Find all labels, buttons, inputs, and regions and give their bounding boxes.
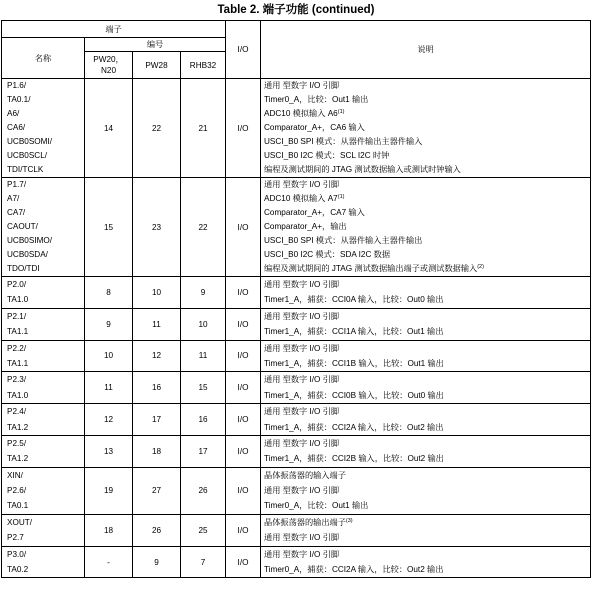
pin-name: XIN/ [7, 470, 23, 480]
pin-name: P2.7 [7, 533, 24, 543]
description-text: ADC10 模拟输入 A7 [264, 194, 338, 203]
io-type: I/O [226, 372, 261, 404]
pin-number-rhb32: 26 [181, 467, 226, 514]
description-text: 通用 型数字 I/O 引脚 [264, 407, 340, 417]
pin-name: TA0.1/ [7, 95, 31, 104]
pin-name: P2.1/ [7, 311, 27, 321]
table-row [2, 372, 591, 404]
description-line [264, 135, 590, 149]
description-line [264, 404, 590, 419]
description-text: USCI_B0 SPI 模式：从器件输出主器件输入 [264, 137, 423, 146]
description-line [264, 309, 590, 324]
pin-name: P2.5/ [7, 438, 27, 448]
description-text: 晶体振荡器的输出端子 [264, 517, 346, 527]
description-line [264, 468, 590, 483]
description-line [264, 248, 590, 262]
description-text: Timer0_A，比较：Out1 输出 [264, 501, 369, 511]
description-cell [261, 308, 591, 340]
pin-name: TA1.0 [7, 295, 29, 305]
pin-name: A7/ [7, 194, 20, 203]
pin-name: UCB0SOMI/ [7, 137, 53, 146]
description-line [264, 356, 590, 371]
description-text: 通用 型数字 I/O 引脚 [264, 311, 340, 321]
pin-number-rhb32: 17 [181, 435, 226, 467]
pin-number-pw20: 15 [85, 178, 133, 277]
pin-name-cell [2, 277, 85, 309]
pin-name: TDI/TCLK [7, 165, 44, 174]
pin-name: P1.7/ [7, 180, 27, 189]
pin-number-pw20: 12 [85, 404, 133, 436]
description-cell [261, 79, 591, 178]
table-row [2, 467, 591, 514]
pin-name: TA1.2 [7, 454, 29, 464]
description-line [264, 163, 590, 177]
description-text: 通用 型数字 I/O 引脚 [264, 438, 340, 448]
description-line [264, 530, 590, 545]
pin-number-pw20: 11 [85, 372, 133, 404]
pin-name: CA7/ [7, 208, 26, 217]
table-row [2, 340, 591, 372]
io-type: I/O [226, 178, 261, 277]
pin-name: TA1.1 [7, 327, 29, 337]
description-text: USCI_B0 I2C 模式：SCL I2C 时钟 [264, 151, 390, 160]
pin-number-pw28: 9 [133, 546, 181, 578]
table-row [2, 178, 591, 277]
description-line [264, 206, 590, 220]
pin-name: TA0.1 [7, 501, 29, 511]
pin-name: UCB0SDA/ [7, 250, 48, 259]
header-rhb32: RHB32 [181, 52, 226, 79]
description-text: 通用 型数字 I/O 引脚 [264, 533, 340, 543]
footnote-ref: (1) [337, 109, 345, 115]
description-line [264, 149, 590, 163]
pin-name-cell [2, 514, 85, 546]
table-row [2, 277, 591, 309]
pin-number-pw20: 9 [85, 308, 133, 340]
pin-number-pw20: 13 [85, 435, 133, 467]
io-type: I/O [226, 79, 261, 178]
description-text: USCI_B0 SPI 模式：从器件输入主器件输出 [264, 236, 423, 245]
pin-name: A6/ [7, 109, 20, 118]
description-line [264, 436, 590, 451]
pin-name: P1.6/ [7, 81, 27, 90]
table-row [2, 435, 591, 467]
io-type: I/O [226, 435, 261, 467]
header-pw20-n20 [85, 52, 133, 79]
description-text: 通用 型数字 I/O 引脚 [264, 549, 340, 559]
description-cell [261, 467, 591, 514]
pin-number-pw28: 23 [133, 178, 181, 277]
pin-number-pw20: 10 [85, 340, 133, 372]
table-container [0, 20, 592, 593]
header-pw20-label: PW20， N20 [93, 55, 124, 75]
pin-name: P2.3/ [7, 375, 27, 385]
description-line [264, 388, 590, 403]
description-text: Timer1_A，捕获：CCI1A 输入，比较：Out1 输出 [264, 327, 444, 337]
description-line [264, 234, 590, 248]
pin-name: TA1.1 [7, 358, 29, 368]
description-cell [261, 546, 591, 578]
description-text: 通用 型数字 I/O 引脚 [264, 486, 340, 496]
description-cell [261, 514, 591, 546]
pin-name: P2.4/ [7, 407, 27, 417]
pin-number-pw28: 27 [133, 467, 181, 514]
table-row [2, 79, 591, 178]
description-line [264, 192, 590, 206]
description-line [264, 498, 590, 513]
pin-number-pw28: 17 [133, 404, 181, 436]
pin-name: TA1.0 [7, 390, 29, 400]
description-line [264, 420, 590, 435]
pin-number-rhb32: 7 [181, 546, 226, 578]
pin-name: P2.2/ [7, 343, 27, 353]
pin-number-pw20: 18 [85, 514, 133, 546]
description-line [264, 451, 590, 466]
io-type: I/O [226, 514, 261, 546]
pin-number-pw20: 19 [85, 467, 133, 514]
pin-number-rhb32: 15 [181, 372, 226, 404]
header-name: 名称 [2, 38, 85, 79]
io-type: I/O [226, 277, 261, 309]
header-terminal: 端子 [2, 21, 226, 38]
pin-name-cell [2, 372, 85, 404]
pin-number-pw28: 22 [133, 79, 181, 178]
pin-number-pw28: 10 [133, 277, 181, 309]
pin-name-cell [2, 178, 85, 277]
io-type: I/O [226, 340, 261, 372]
header-description: 说明 [261, 21, 591, 79]
description-cell [261, 372, 591, 404]
pin-number-rhb32: 10 [181, 308, 226, 340]
pin-number-pw28: 16 [133, 372, 181, 404]
description-text: ADC10 模拟输入 A6 [264, 109, 338, 118]
pin-number-pw28: 18 [133, 435, 181, 467]
pin-number-rhb32: 16 [181, 404, 226, 436]
table-row [2, 514, 591, 546]
header-pw28: PW28 [133, 52, 181, 79]
pin-name: P3.0/ [7, 549, 27, 559]
pin-name: TA0.2 [7, 565, 29, 575]
description-line [264, 277, 590, 292]
terminal-function-table [1, 20, 591, 578]
footnote-ref: (1) [337, 194, 345, 200]
description-cell [261, 277, 591, 309]
pin-number-pw28: 26 [133, 514, 181, 546]
io-type: I/O [226, 546, 261, 578]
io-type: I/O [226, 308, 261, 340]
pin-name: P2.0/ [7, 280, 27, 289]
table-row [2, 308, 591, 340]
pin-number-rhb32: 22 [181, 178, 226, 277]
description-line [264, 324, 590, 339]
description-text: Timer1_A，捕获：CCI2B 输入，比较：Out2 输出 [264, 454, 444, 464]
description-line [264, 292, 590, 307]
pin-number-rhb32: 25 [181, 514, 226, 546]
pin-name-cell [2, 404, 85, 436]
description-line [264, 93, 590, 107]
table-row [2, 404, 591, 436]
io-type: I/O [226, 467, 261, 514]
description-line [264, 341, 590, 356]
description-cell [261, 340, 591, 372]
pin-name: XOUT/ [7, 517, 33, 527]
pin-number-pw20: - [85, 546, 133, 578]
description-text: Timer1_A，捕获：CCI0B 输入，比较：Out0 输出 [264, 390, 444, 400]
pin-name-cell [2, 467, 85, 514]
description-text: Timer1_A，捕获：CCI1B 输入，比较：Out1 输出 [264, 358, 444, 368]
description-text: Comparator_A+，输出 [264, 222, 347, 231]
description-line [264, 515, 590, 530]
description-line [264, 547, 590, 562]
description-cell [261, 435, 591, 467]
description-text: Comparator_A+，CA6 输入 [264, 123, 365, 132]
header-io: I/O [226, 21, 261, 79]
description-text: Timer1_A，捕获：CCI0A 输入，比较：Out0 输出 [264, 295, 444, 305]
pin-number-pw28: 12 [133, 340, 181, 372]
description-line [264, 107, 590, 121]
pin-number-rhb32: 9 [181, 277, 226, 309]
pin-name: P2.6/ [7, 486, 27, 496]
pin-name-cell [2, 308, 85, 340]
description-text: 编程及测试期间的 JTAG 测试数据输入或测试时钟输入 [264, 165, 461, 174]
description-line [264, 483, 590, 498]
pin-number-rhb32: 11 [181, 340, 226, 372]
description-text: 晶体振荡器的输入端子 [264, 470, 346, 480]
description-cell [261, 404, 591, 436]
pin-name-cell [2, 340, 85, 372]
description-line [264, 262, 590, 276]
pin-name: TDO/TDI [7, 264, 40, 273]
description-text: 编程及测试期间的 JTAG 测试数据输出端子或测试数据输入 [264, 264, 478, 273]
footnote-ref: (2) [477, 264, 484, 270]
pin-name-cell [2, 435, 85, 467]
pin-number-pw20: 14 [85, 79, 133, 178]
description-text: 通用 型数字 I/O 引脚 [264, 280, 340, 289]
description-text: 通用 型数字 I/O 引脚 [264, 375, 340, 385]
description-cell [261, 178, 591, 277]
description-line [264, 372, 590, 387]
pin-number-rhb32: 21 [181, 79, 226, 178]
description-text: 通用 型数字 I/O 引脚 [264, 81, 340, 90]
pin-name: CAOUT/ [7, 222, 38, 231]
pin-number-pw28: 11 [133, 308, 181, 340]
description-line [264, 562, 590, 577]
header-number: 编号 [85, 38, 226, 52]
description-line [264, 178, 590, 192]
description-text: Timer1_A，捕获：CCI2A 输入，比较：Out2 输出 [264, 422, 444, 432]
pin-name: UCB0SCL/ [7, 151, 48, 160]
description-line [264, 121, 590, 135]
footnote-ref: (3) [345, 517, 353, 524]
description-text: 通用 型数字 I/O 引脚 [264, 180, 340, 189]
pin-name-cell [2, 546, 85, 578]
table-row [2, 546, 591, 578]
pin-name: UCB0SIMO/ [7, 236, 53, 245]
description-text: USCI_B0 I2C 模式：SDA I2C 数据 [264, 250, 391, 259]
description-text: Timer0_A，比较：Out1 输出 [264, 95, 369, 104]
description-text: 通用 型数字 I/O 引脚 [264, 343, 340, 353]
table-caption: Table 2. 端子功能 (continued) [217, 4, 375, 16]
table-body [2, 79, 591, 578]
io-type: I/O [226, 404, 261, 436]
description-line [264, 220, 590, 234]
pin-name: TA1.2 [7, 422, 29, 432]
description-text: Comparator_A+，CA7 输入 [264, 208, 365, 217]
description-text: Timer0_A，捕获：CCI2A 输入，比较：Out2 输出 [264, 565, 444, 575]
pin-name-cell [2, 79, 85, 178]
pin-number-pw20: 8 [85, 277, 133, 309]
pin-name: CA6/ [7, 123, 26, 132]
description-line [264, 79, 590, 93]
